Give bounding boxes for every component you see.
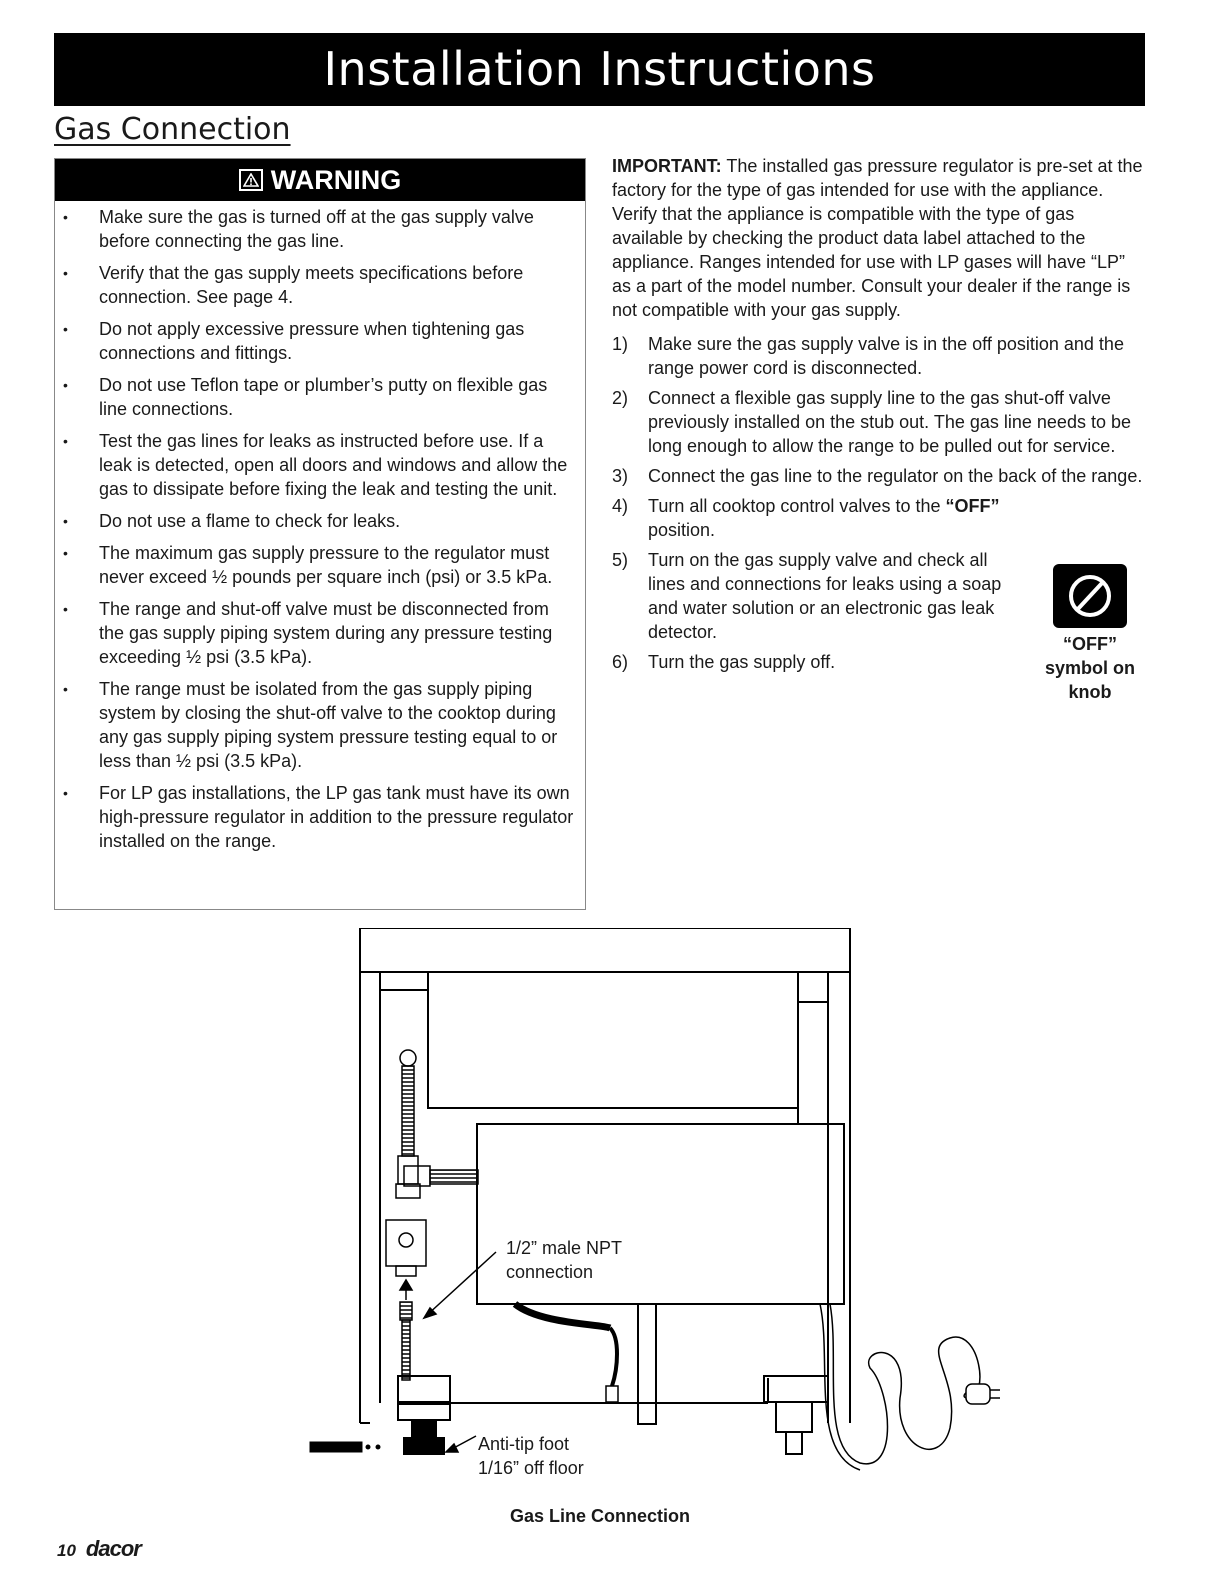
important-text: The installed gas pressure regulator is pre-set at the factory for the type of gas intended for use with the appliance. Verify that the appliance is compatible with the type of gas available by checking the product data label attached to the appliance. Ranges intended for use with LP gases will have “LP” as a part of the model number. Consult your dealer if the range is not compatible with your gas supply.: [612, 156, 1143, 320]
step-text-pre: Turn all cooktop control valves to the: [648, 496, 946, 516]
important-paragraph: [612, 154, 1145, 322]
diagram-caption: Gas Line Connection: [509, 1506, 691, 1526]
warning-item: • Do not use a flame to check for leaks.: [55, 509, 575, 533]
step-text-post: position.: [648, 520, 716, 540]
important-label: IMPORTANT:: [612, 156, 722, 176]
step-number: 5): [612, 550, 629, 570]
range-top-frame: [360, 928, 850, 972]
warning-box: [54, 158, 586, 910]
step-number: 3): [612, 466, 629, 486]
step-number: 1): [612, 334, 629, 354]
anti-tip-foot: [398, 1402, 812, 1454]
page-header-title: Installation Instructions: [323, 42, 876, 96]
step-text: Connect a flexible gas supply line to the gas shut-off valve previously installed on the stub out. The gas line needs to be long enough to allow the range to be pulled out for service.: [648, 388, 1131, 456]
step-number: 6): [612, 652, 629, 672]
page-header: [54, 33, 1145, 106]
warning-item: • The range must be isolated from the gas supply piping system by closing the shut-off valve to the cooktop during any gas supply piping system pressure testing equal to or less than ½ psi (3.5 kPa).: [55, 677, 575, 773]
gas-supply-line: [386, 1050, 618, 1402]
step-text: Make sure the gas supply valve is in the off position and the range power cord is disconnected.: [648, 334, 1124, 378]
warning-header: [55, 159, 585, 201]
step-item: [612, 548, 1023, 644]
step-item: [612, 386, 1145, 458]
off-symbol-icon: [1053, 564, 1127, 628]
step-number: 2): [612, 388, 629, 408]
page-number: 10: [57, 1541, 76, 1560]
step-text: Turn on the gas supply valve and check all lines and connections for leaks using a soap and water solution or an electronic gas leak detector.: [648, 550, 1002, 642]
warning-item: • Test the gas lines for leaks as instructed before use. If a leak is detected, open all doors and windows and allow the gas to dissipate before fixing the leak and testing the unit.: [55, 429, 575, 501]
brand-logo: dacor: [85, 1536, 141, 1561]
warning-triangle-icon: [239, 169, 263, 191]
step-text: Connect the gas line to the regulator on the back of the range.: [648, 466, 1143, 486]
warning-list: [55, 201, 585, 853]
warning-item: • Verify that the gas supply meets specifications before connection. See page 4.: [55, 261, 575, 309]
gas-line-diagram: [300, 928, 1020, 1498]
step-text-bold: “OFF”: [945, 496, 1000, 516]
step-item: [612, 494, 1023, 542]
step-number: 4): [612, 496, 629, 516]
anti-tip-foot-label: Anti-tip foot 1/16” off floor: [478, 1434, 584, 1478]
step-text: Turn the gas supply off.: [648, 652, 836, 672]
center-support: [638, 1304, 656, 1424]
floor-stub: [310, 1442, 380, 1452]
warning-item: • The maximum gas supply pressure to the regulator must never exceed ½ pounds per square inch (psi) or 3.5 kPa.: [55, 541, 575, 589]
oven-back-panel: [428, 972, 798, 1108]
npt-connection-label: 1/2” male NPT connection: [506, 1238, 623, 1282]
step-item: [612, 464, 1145, 488]
off-symbol-caption: “OFF” symbol on knob: [1044, 634, 1135, 702]
warning-item: • For LP gas installations, the LP gas tank must have its own high-pressure regulator in addition to the pressure regulator installed on the range.: [55, 781, 575, 853]
warning-item: • Do not use Teflon tape or plumber’s putty on flexible gas line connections.: [55, 373, 575, 421]
warning-item: • The range and shut-off valve must be disconnected from the gas supply piping system during any pressure testing exceeding ½ psi (3.5 kPa).: [55, 597, 575, 669]
warning-item: • Make sure the gas is turned off at the gas supply valve before connecting the gas line.: [55, 205, 575, 253]
page-footer: [57, 1536, 141, 1562]
power-cord: [820, 1304, 1000, 1470]
section-title: Gas Connection: [54, 112, 291, 147]
warning-item: • Do not apply excessive pressure when tightening gas connections and fittings.: [55, 317, 575, 365]
step-item: [612, 332, 1145, 380]
warning-title: WARNING: [270, 164, 402, 195]
